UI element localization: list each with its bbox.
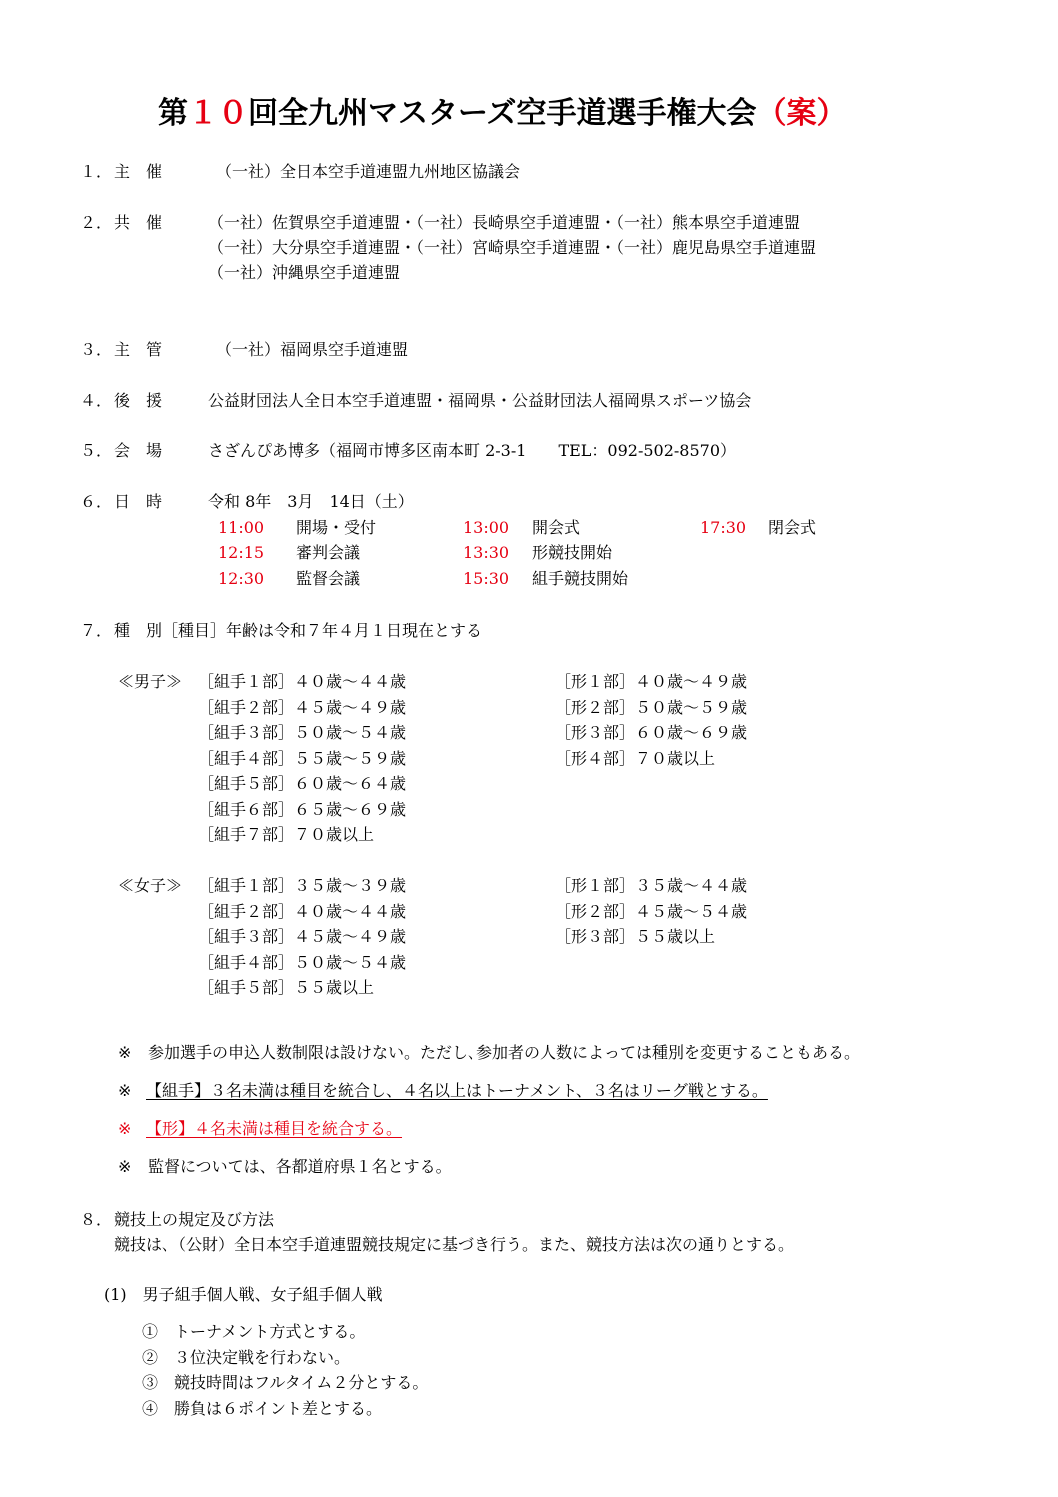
male-kumite-item: ［組手６部］６５歳～６９歳 bbox=[198, 800, 407, 819]
section-8-number: ８． bbox=[80, 1210, 113, 1229]
schedule-event: 開会式 bbox=[532, 518, 581, 537]
title-prefix: 第 bbox=[158, 96, 188, 131]
title-main: 回全九州マスターズ空手道選手権大会 bbox=[248, 96, 757, 131]
note-text: 参加選手の申込人数制限は設けない。ただし､参加者の人数によっては種別を変更することもある。 bbox=[148, 1043, 861, 1062]
section-6-date: 令和 8年 3月 14日（土） bbox=[208, 492, 414, 511]
section-2-line: （一社）佐賀県空手道連盟・（一社）長崎県空手道連盟・（一社）熊本県空手道連盟 bbox=[208, 213, 801, 232]
female-kumite-item: ［組手５部］５５歳以上 bbox=[198, 978, 375, 997]
section-6-label: 日 時 bbox=[114, 492, 163, 511]
section-4-number: ４． bbox=[80, 391, 113, 410]
section-4-body: 公益財団法人全日本空手道連盟・福岡県・公益財団法人福岡県スポーツ協会 bbox=[208, 391, 752, 410]
male-kumite-item: ［組手４部］５５歳～５９歳 bbox=[198, 749, 407, 768]
schedule-time: 11:00 bbox=[218, 518, 265, 537]
schedule-event: 閉会式 bbox=[768, 518, 817, 537]
male-kumite-item: ［組手３部］５０歳～５４歳 bbox=[198, 723, 407, 742]
schedule-event: 組手競技開始 bbox=[532, 569, 629, 588]
section-1-number: １． bbox=[80, 162, 113, 181]
male-kata-item: ［形４部］７０歳以上 bbox=[555, 749, 716, 768]
note-mark: ※ bbox=[118, 1043, 132, 1062]
schedule-time: 13:30 bbox=[463, 543, 510, 562]
section-1-body: （一社）全日本空手道連盟九州地区協議会 bbox=[216, 162, 521, 181]
note-mark: ※ bbox=[118, 1081, 132, 1100]
section-1-label: 主 催 bbox=[114, 162, 163, 181]
schedule-time: 12:30 bbox=[218, 569, 265, 588]
note-mark: ※ bbox=[118, 1119, 132, 1138]
female-kata-item: ［形３部］５５歳以上 bbox=[555, 927, 716, 946]
male-kumite-item: ［組手７部］７０歳以上 bbox=[198, 825, 375, 844]
male-kumite-item: ［組手２部］４５歳～４９歳 bbox=[198, 698, 407, 717]
note-mark: ※ bbox=[118, 1157, 132, 1176]
note-text-kumite: 【組手】３名未満は種目を統合し、４名以上はトーナメント、３名はリーグ戦とする。 bbox=[146, 1081, 768, 1100]
section-2-line: （一社）沖縄県空手道連盟 bbox=[208, 263, 401, 282]
female-kata-item: ［形２部］４５歳～５４歳 bbox=[555, 902, 748, 921]
male-kumite-item: ［組手１部］４０歳～４４歳 bbox=[198, 672, 407, 691]
section-7-number: ７． bbox=[80, 621, 113, 640]
section-4-label: 後 援 bbox=[114, 391, 163, 410]
section-7-label: 種 別［種目］年齢は令和７年４月１日現在とする bbox=[114, 621, 483, 640]
section-6-number: ６． bbox=[80, 492, 113, 511]
male-kata-item: ［形２部］５０歳～５９歳 bbox=[555, 698, 748, 717]
schedule-time: 17:30 bbox=[700, 518, 747, 537]
male-heading: ≪男子≫ bbox=[118, 672, 183, 691]
female-kumite-item: ［組手４部］５０歳～５４歳 bbox=[198, 953, 407, 972]
section-2-label: 共 催 bbox=[114, 213, 163, 232]
female-kumite-item: ［組手２部］４０歳～４４歳 bbox=[198, 902, 407, 921]
schedule-event: 開場・受付 bbox=[296, 518, 377, 537]
section-8-subheading: (1) 男子組手個人戦、女子組手個人戦 bbox=[104, 1285, 383, 1304]
schedule-event: 監督会議 bbox=[296, 569, 361, 588]
section-5-number: ５． bbox=[80, 441, 113, 460]
female-kata-item: ［形１部］３５歳～４４歳 bbox=[555, 876, 748, 895]
section-8-label: 競技上の規定及び方法 bbox=[114, 1210, 275, 1229]
section-2-number: ２． bbox=[80, 213, 113, 232]
female-heading: ≪女子≫ bbox=[118, 876, 183, 895]
rule-item: ④ 勝負は６ポイント差とする。 bbox=[142, 1399, 383, 1418]
rule-item: ③ 競技時間はフルタイム２分とする。 bbox=[142, 1373, 429, 1392]
schedule-event: 審判会議 bbox=[296, 543, 361, 562]
section-3-body: （一社）福岡県空手道連盟 bbox=[216, 340, 409, 359]
male-kumite-item: ［組手５部］６０歳～６４歳 bbox=[198, 774, 407, 793]
section-8-body: 競技は､（公財）全日本空手道連盟競技規定に基づき行う。また、競技方法は次の通りとする。 bbox=[114, 1235, 795, 1254]
section-3-number: ３． bbox=[80, 340, 113, 359]
rule-item: ① トーナメント方式とする。 bbox=[142, 1322, 366, 1341]
schedule-event: 形競技開始 bbox=[532, 543, 613, 562]
section-5-label: 会 場 bbox=[114, 441, 163, 460]
section-2-line: （一社）大分県空手道連盟・（一社）宮崎県空手道連盟・（一社）鹿児島県空手道連盟 bbox=[208, 238, 817, 257]
male-kata-item: ［形１部］４０歳～４９歳 bbox=[555, 672, 748, 691]
section-5-body: さざんぴあ博多（福岡市博多区南本町 2-3-1 TEL：092-502-8570） bbox=[208, 441, 737, 460]
female-kumite-item: ［組手３部］４５歳～４９歳 bbox=[198, 927, 407, 946]
schedule-time: 12:15 bbox=[218, 543, 265, 562]
title-draft: （案） bbox=[756, 96, 847, 131]
schedule-time: 13:00 bbox=[463, 518, 510, 537]
rule-item: ② ３位決定戦を行わない。 bbox=[142, 1348, 351, 1367]
note-text: 監督については、各都道府県１名とする。 bbox=[148, 1157, 452, 1176]
male-kata-item: ［形３部］６０歳～６９歳 bbox=[555, 723, 748, 742]
section-3-label: 主 管 bbox=[114, 340, 163, 359]
page-title bbox=[158, 95, 847, 133]
note-text-kata: 【形】４名未満は種目を統合する。 bbox=[146, 1119, 403, 1138]
female-kumite-item: ［組手１部］３５歳～３９歳 bbox=[198, 876, 407, 895]
title-number: １０ bbox=[188, 96, 248, 131]
schedule-time: 15:30 bbox=[463, 569, 510, 588]
